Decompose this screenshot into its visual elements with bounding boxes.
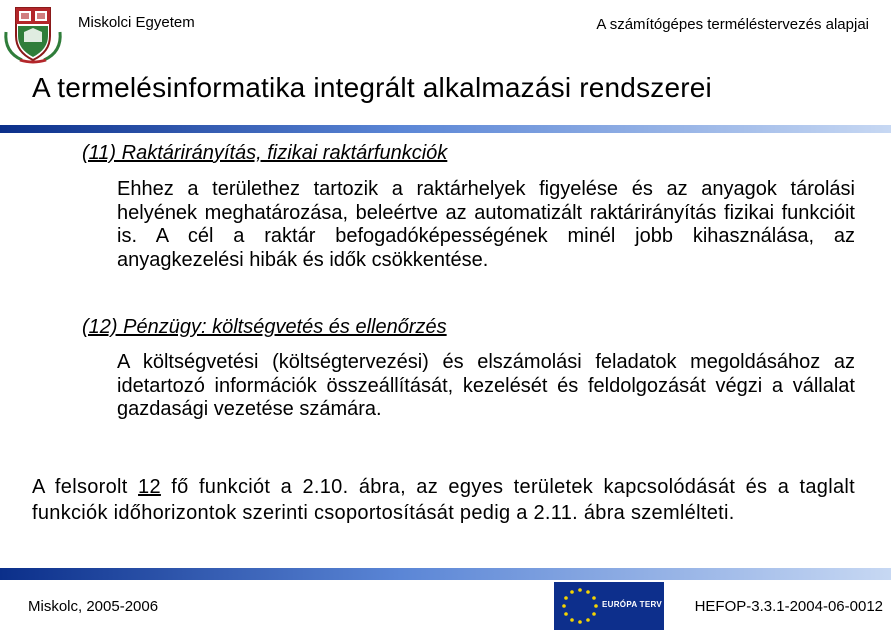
header-divider (0, 125, 891, 133)
section-heading-11: (11) Raktárirányítás, fizikai raktárfunkciók (82, 142, 448, 164)
university-crest-icon (2, 2, 64, 64)
europa-terv-text: EURÓPA TERV (602, 600, 663, 609)
section-heading-12: (12) Pénzügy: költségvetés és ellenőrzés (82, 316, 447, 338)
footer-divider (0, 568, 891, 580)
footer-project-code: HEFOP-3.3.1-2004-06-0012 (694, 598, 883, 615)
summary-number: 12 (138, 476, 161, 498)
eu-stars-icon (556, 582, 604, 630)
summary-text-after: fő funkciót a 2.10. ábra, az egyes területek kapcsolódását és a taglalt funkciók időhorizontok szerinti csoportosítását pedig a 2.11. ábra szemlélteti. (32, 476, 855, 524)
section-body-12: A költségvetési (költségtervezési) és elszámolási feladatok megoldásához az idetartozó információk összeállítását, kezelését és feldolgozását végzi a vállalat gazdasági vezetése számára. (117, 351, 855, 420)
slide-title: A termelésinformatika integrált alkalmazási rendszerei (32, 72, 712, 103)
summary-text-before: A felsorolt (32, 476, 139, 498)
europa-terv-logo (554, 582, 664, 630)
footer-location-years: Miskolc, 2005-2006 (28, 598, 159, 615)
course-title: A számítógépes terméléstervezés alapjai (596, 16, 869, 33)
university-name: Miskolci Egyetem (78, 14, 195, 31)
section-body-11: Ehhez a területhez tartozik a raktárhelyek figyelése és az anyagok tárolási helyének meghatározása, beleértve az automatizált raktárirányítás fizikai funkcióit is. A cél a raktár befogadóképességének minél jobb kihasználása, az anyagkezelési hibák és idők csökkentése. (117, 178, 855, 271)
summary-paragraph (32, 474, 855, 526)
